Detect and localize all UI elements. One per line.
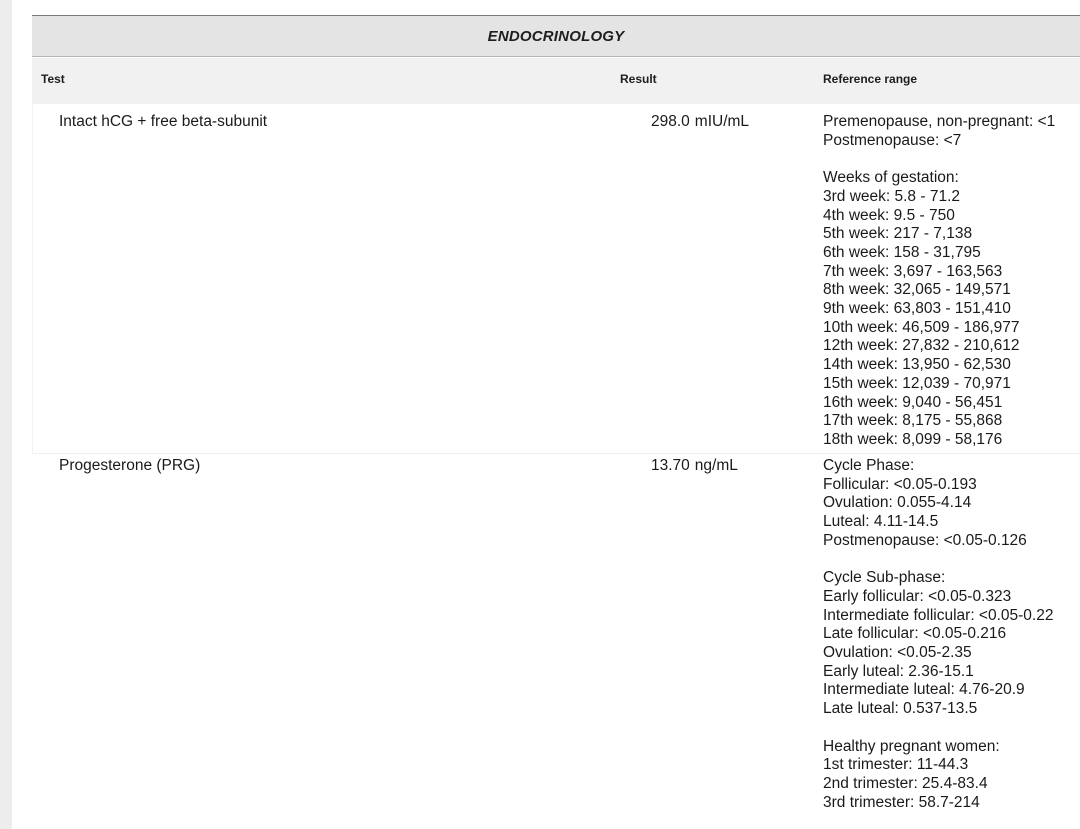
column-header-result: Result	[620, 72, 657, 86]
row-hcg-result	[651, 113, 749, 132]
reference-line: Late luteal: 0.537-13.5	[823, 700, 978, 718]
reference-line: Ovulation: 0.055-4.14	[823, 494, 972, 512]
reference-line: 4th week: 9.5 - 750	[823, 206, 955, 224]
reference-line: 6th week: 158 - 31,795	[823, 243, 981, 261]
row-hcg-reference-range	[823, 113, 1055, 450]
reference-line: Healthy pregnant women:	[823, 737, 1000, 755]
reference-line: Cycle Sub-phase:	[823, 569, 946, 587]
reference-line: Weeks of gestation:	[823, 169, 959, 187]
row-progesterone-result-unit: ng/mL	[694, 457, 738, 474]
reference-line: 1st trimester: 11-44.3	[823, 756, 969, 774]
reference-line: 17th week: 8,175 - 55,868	[823, 412, 1003, 430]
reference-line: 5th week: 217 - 7,138	[823, 225, 973, 243]
reference-line: 16th week: 9,040 - 56,451	[823, 393, 1003, 411]
row-progesterone-test-name: Progesterone (PRG)	[59, 457, 201, 474]
reference-line: 10th week: 46,509 - 186,977	[823, 318, 1020, 336]
section-title: ENDOCRINOLOGY	[487, 28, 625, 45]
reference-line: 7th week: 3,697 - 163,563	[823, 262, 1003, 280]
column-header-row	[32, 58, 1080, 104]
reference-line: Luteal: 4.11-14.5	[823, 513, 939, 531]
section-header	[32, 15, 1080, 57]
row-progesterone-result-value: 13.70	[651, 457, 690, 474]
reference-line: Cycle Phase:	[823, 457, 915, 474]
reference-line: Postmenopause: <7	[823, 131, 962, 149]
row-hcg-test-name: Intact hCG + free beta-subunit	[59, 113, 268, 130]
reference-line: 2nd trimester: 25.4-83.4	[823, 774, 988, 792]
reference-line: 15th week: 12,039 - 70,971	[823, 374, 1011, 392]
page-left-margin	[0, 0, 12, 829]
reference-gap	[823, 551, 1053, 570]
reference-line: Follicular: <0.05-0.193	[823, 475, 977, 493]
reference-line: 14th week: 13,950 - 62,530	[823, 356, 1011, 374]
column-header-test: Test	[41, 72, 65, 86]
reference-line: 3rd week: 5.8 - 71.2	[823, 187, 960, 205]
reference-line: 18th week: 8,099 - 58,176	[823, 430, 1003, 448]
reference-line: Early follicular: <0.05-0.323	[823, 587, 1012, 605]
reference-line: Postmenopause: <0.05-0.126	[823, 531, 1027, 549]
reference-line: 8th week: 32,065 - 149,571	[823, 281, 1011, 299]
column-header-reference-range: Reference range	[823, 72, 918, 86]
reference-line: Late follicular: <0.05-0.216	[823, 625, 1007, 643]
row-hcg-result-value: 298.0	[651, 113, 690, 130]
reference-line: Early luteal: 2.36-15.1	[823, 662, 974, 680]
reference-line: Intermediate luteal: 4.76-20.9	[823, 681, 1025, 699]
row-progesterone-result	[651, 457, 738, 476]
reference-gap	[823, 719, 1053, 738]
reference-line: Ovulation: <0.05-2.35	[823, 644, 972, 662]
reference-line: 12th week: 27,832 - 210,612	[823, 337, 1020, 355]
reference-line: 3rd trimester: 58.7-214	[823, 793, 980, 811]
reference-gap	[823, 150, 1055, 169]
reference-line: Premenopause, non-pregnant: <1	[823, 113, 1056, 130]
row-hcg-result-unit: mIU/mL	[694, 113, 750, 130]
reference-line: Intermediate follicular: <0.05-0.22	[823, 606, 1054, 624]
row-progesterone-reference-range	[823, 457, 1053, 812]
reference-line: 9th week: 63,803 - 151,410	[823, 300, 1011, 318]
